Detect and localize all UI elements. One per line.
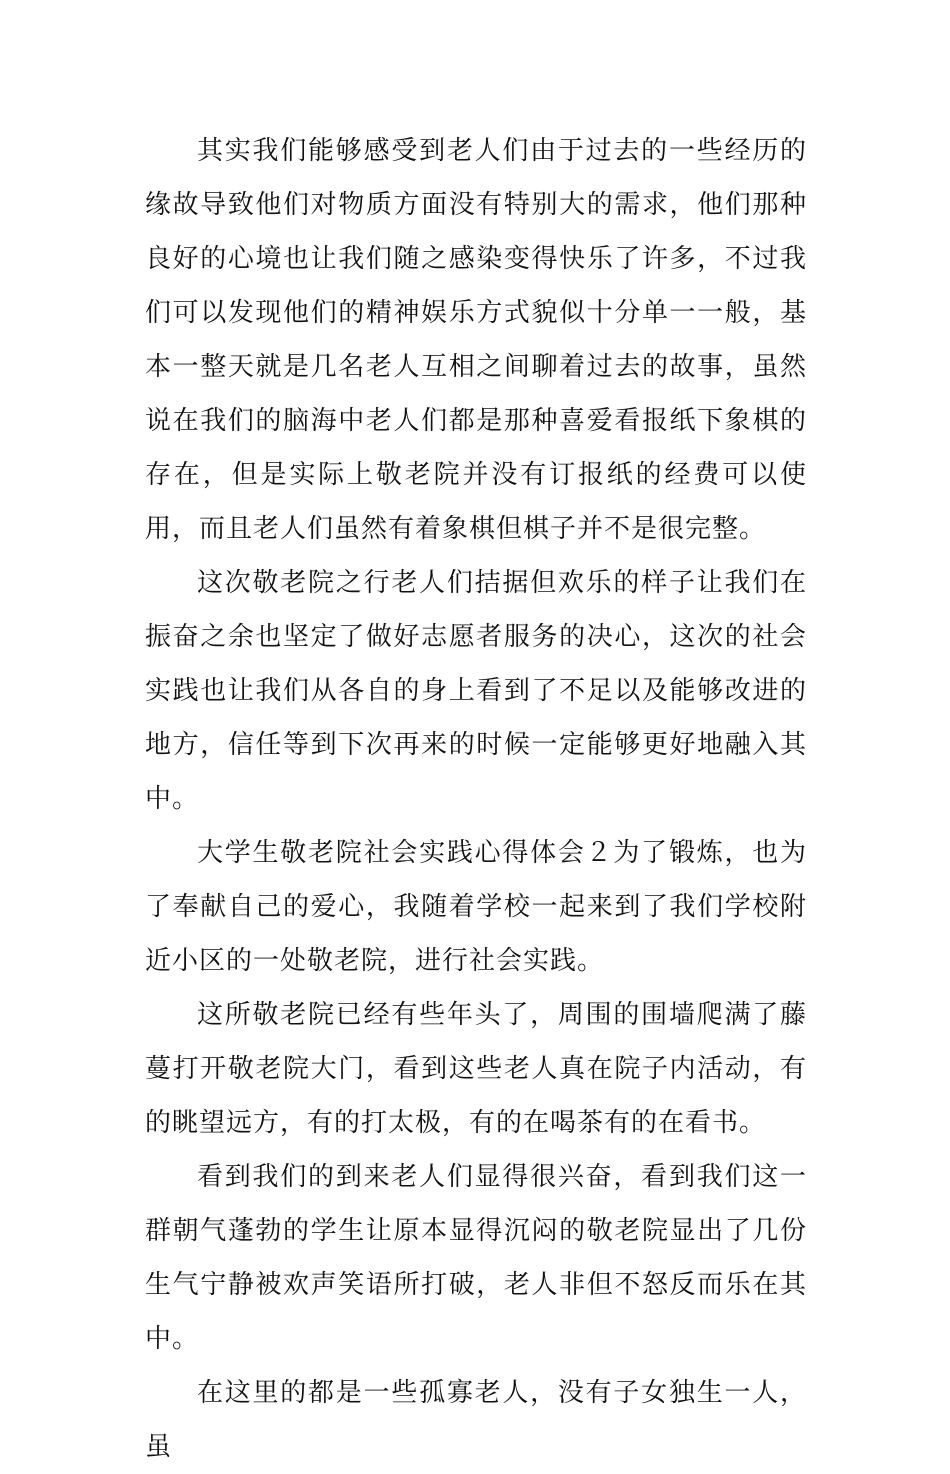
paragraph-2: 这次敬老院之行老人们拮据但欢乐的样子让我们在振奋之余也坚定了做好志愿者服务的决心，这次的社会实践也让我们从各自的身上看到了不足以及能够改进的地方，信任等到下次再来的时候一定能够更好地融入其中。 [145,568,807,814]
paragraph-1: 其实我们能够感受到老人们由于过去的一些经历的缘故导致他们对物质方面没有特别大的需求，他们那种良好的心境也让我们随之感染变得快乐了许多，不过我们可以发现他们的精神娱乐方式貌似十分单一一般，基本一整天就是几名老人互相之间聊着过去的故事，虽然说在我们的脑海中老人们都是那种喜爱看报纸下象棋的存在，但是实际上敬老院并没有订报纸的经费可以使用，而且老人们虽然有着象棋但棋子并不是很完整。 [145,136,807,544]
document-body [145,124,807,1474]
paragraph-3: 大学生敬老院社会实践心得体会２为了锻炼，也为了奉献自己的爱心，我随着学校一起来到了我们学校附近小区的一处敬老院，进行社会实践。 [145,838,807,976]
paragraph-5: 看到我们的到来老人们显得很兴奋，看到我们这一群朝气蓬勃的学生让原本显得沉闷的敬老院显出了几份生气宁静被欢声笑语所打破，老人非但不怒反而乐在其中。 [145,1162,807,1354]
paragraph-4: 这所敬老院已经有些年头了，周围的围墙爬满了藤蔓打开敬老院大门，看到这些老人真在院子内活动，有的眺望远方，有的打太极，有的在喝茶有的在看书。 [145,1000,807,1138]
paragraph-6: 在这里的都是一些孤寡老人，没有子女独生一人，虽 [145,1378,807,1462]
